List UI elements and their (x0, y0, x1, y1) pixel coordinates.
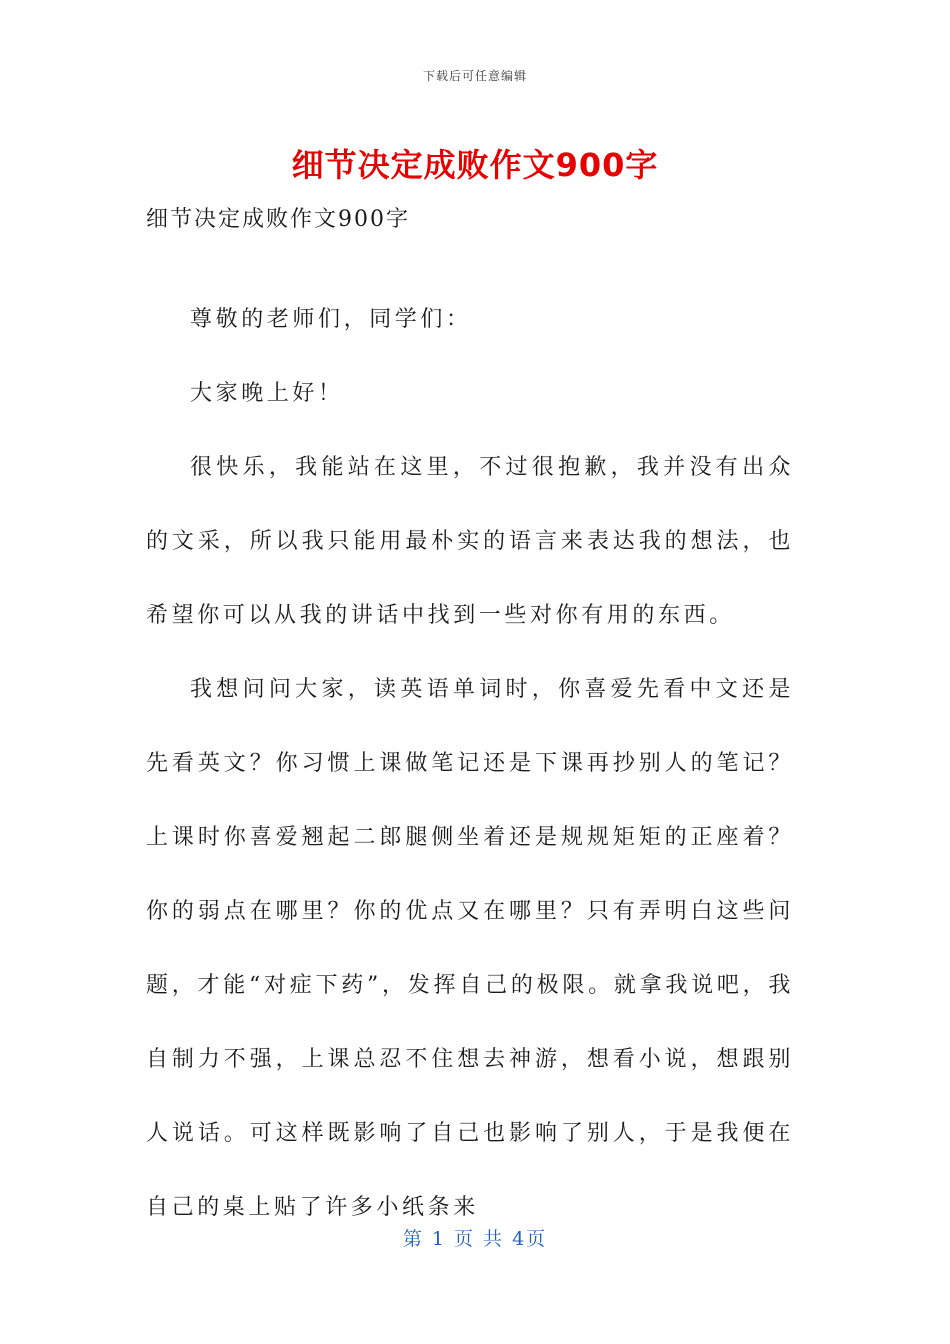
document-title: 细节决定成败作文900字 (291, 146, 659, 184)
paragraph-salutation: 大家晚上好！ (190, 381, 344, 406)
paragraph-greeting: 尊敬的老师们，同学们： (190, 307, 472, 332)
document-body (146, 283, 794, 1245)
document-subtitle: 细节决定成败作文900字 (146, 207, 410, 232)
header-note: 下载后可任意编辑 (422, 69, 527, 83)
paragraph-main: 我想问问大家，读英语单词时，你喜爱先看中文还是先看英文？你习惯上课做笔记还是下课再抄别人的笔记？上课时你喜爱翘起二郎腿侧坐着还是规规矩矩的正座着？你的弱点在哪里？你的优点又在哪里？只有弄明白这些问题，才能“对症下药”，发挥自己的极限。就拿我说吧，我自制力不强，上课总忍不住想去神游，想看小说，想跟别人说话。可这样既影响了自己也影响了别人，于是我便在自己的桌上贴了许多小纸条来 (146, 677, 794, 1220)
paragraph-intro: 很快乐，我能站在这里，不过很抱歉，我并没有出众的文采，所以我只能用最朴实的语言来表达我的想法，也希望你可以从我的讲话中找到一些对你有用的东西。 (146, 455, 794, 628)
page-number: 第 1 页 共 4页 (402, 1228, 548, 1250)
